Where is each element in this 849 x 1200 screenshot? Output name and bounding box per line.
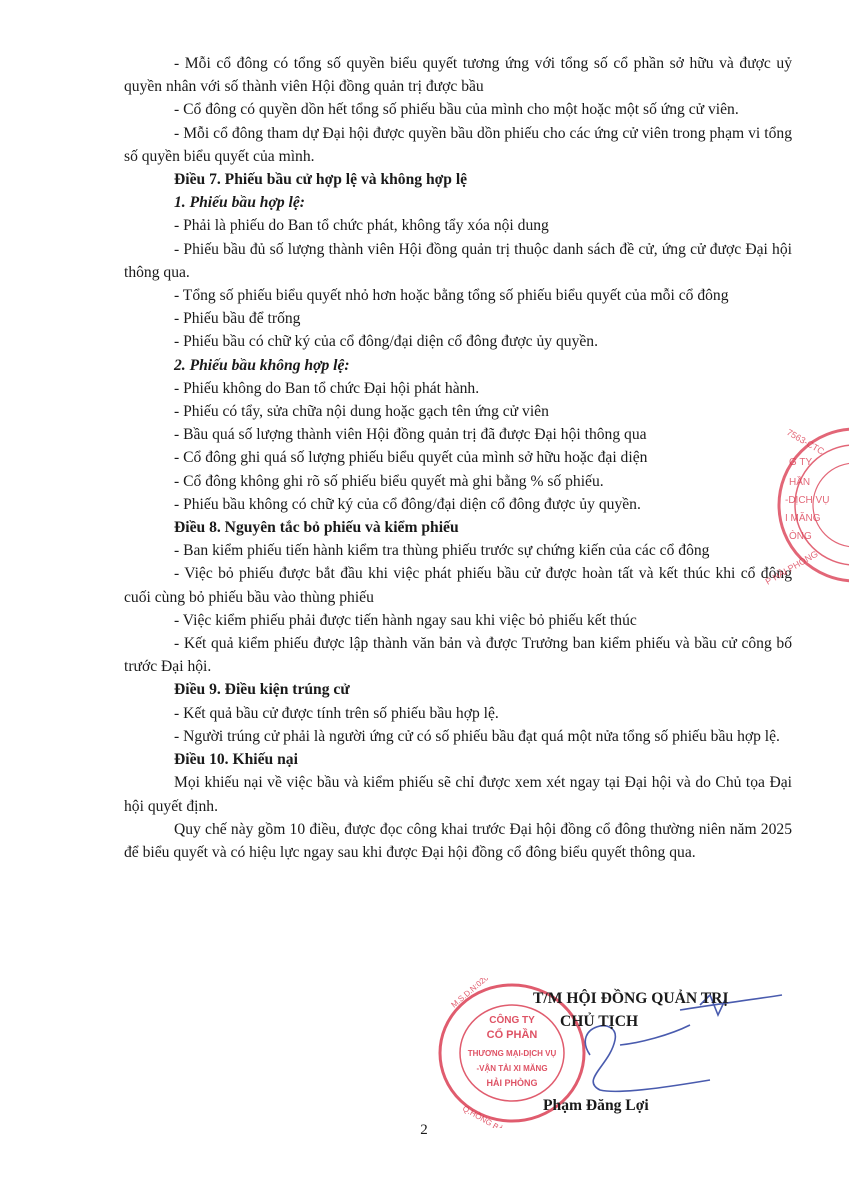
paragraph: - Mỗi cổ đông có tổng số quyền biểu quyết tương ứng với tổng số cổ phần sở hữu và được uỷ quyền nhân với số thành viên Hội đồng quản trị được bầu xyxy=(124,55,792,96)
list-item: - Cổ đông không ghi rõ số phiếu biểu quyết mà ghi bằng % số phiếu. xyxy=(174,472,604,490)
svg-text:-VẬN TẢI XI MĂNG: -VẬN TẢI XI MĂNG xyxy=(476,1064,548,1073)
list-item: - Phiếu bầu không có chữ ký của cổ đông/đại diện cổ đông được ủy quyền. xyxy=(174,495,641,513)
list-item: - Phiếu có tẩy, sửa chữa nội dung hoặc gạch tên ứng cử viên xyxy=(174,403,549,421)
svg-text:7563-CTC: 7563-CTC xyxy=(784,427,826,457)
signature-role: CHỦ TỊCH xyxy=(560,1013,639,1030)
svg-text:M.S.D.N:0200577563: M.S.D.N:0200577563 xyxy=(449,978,515,1010)
page-number: 2 xyxy=(420,1122,428,1138)
list-item: - Phiếu bầu đủ số lượng thành viên Hội đồng quản trị thuộc danh sách đề cử, ứng cử được Đại hội thông qua. xyxy=(124,240,792,281)
valid-ballots-title: 1. Phiếu bầu hợp lệ: xyxy=(174,194,305,212)
svg-text:HẢI PHÒNG: HẢI PHÒNG xyxy=(486,1078,538,1088)
list-item: - Tổng số phiếu biểu quyết nhỏ hơn hoặc bằng tổng số phiếu biểu quyết của mỗi cổ đông xyxy=(174,287,729,305)
svg-text:HẦN: HẦN xyxy=(789,477,811,488)
article-7-title: Điều 7. Phiếu bầu cử hợp lệ và không hợp lệ xyxy=(174,171,468,189)
list-item: - Phải là phiếu do Ban tổ chức phát, không tẩy xóa nội dung xyxy=(174,217,549,235)
list-item: - Ban kiểm phiếu tiến hành kiểm tra thùng phiếu trước sự chứng kiến của các cổ đông xyxy=(174,542,710,560)
list-item: - Kết quả kiểm phiếu được lập thành văn bản và được Trưởng ban kiểm phiếu và bầu cử công bố trước Đại hội. xyxy=(124,635,792,676)
svg-text:I MĂNG: I MĂNG xyxy=(785,513,821,524)
list-item: - Bầu quá số lượng thành viên Hội đồng quản trị đã được Đại hội thông qua xyxy=(174,426,647,444)
svg-text:THƯƠNG MẠI-DỊCH VỤ: THƯƠNG MẠI-DỊCH VỤ xyxy=(467,1049,557,1058)
paragraph: - Mỗi cổ đông tham dự Đại hội được quyền bầu dồn phiếu cho các ứng cử viên trong phạm vi tổng số quyền biểu quyết của mình. xyxy=(124,124,792,165)
article-9-title: Điều 9. Điều kiện trúng cử xyxy=(174,681,350,699)
svg-text:G TY: G TY xyxy=(789,457,813,468)
list-item: - Phiếu bầu có chữ ký của cổ đông/đại diện cổ đông được ủy quyền. xyxy=(174,333,598,351)
svg-text:Q.HỒNG BÀNG T.P: Q.HỒNG BÀNG T.P xyxy=(461,1103,527,1128)
signature-organization: T/M HỘI ĐỒNG QUẢN TRỊ xyxy=(533,990,729,1007)
list-item: - Việc kiểm phiếu phải được tiến hành ngay sau khi việc bỏ phiếu kết thúc xyxy=(174,611,637,629)
svg-text:CỔ PHẦN: CỔ PHẦN xyxy=(486,1029,538,1041)
partial-seal-icon xyxy=(745,425,849,590)
invalid-ballots-title: 2. Phiếu bầu không hợp lệ: xyxy=(174,356,350,374)
svg-text:P HẢI PHÒNG: P HẢI PHÒNG xyxy=(763,548,820,585)
list-item: - Người trúng cử phải là người ứng cử có số phiếu bầu đạt quá một nửa tổng số phiếu bầu hợp lệ. xyxy=(174,727,780,745)
article-8-title: Điều 8. Nguyên tắc bỏ phiếu và kiểm phiếu xyxy=(174,519,459,537)
list-item: - Phiếu bầu để trống xyxy=(174,310,301,328)
paragraph: - Cổ đông có quyền dồn hết tổng số phiếu bầu của mình cho một hoặc một số ứng cử viên. xyxy=(174,101,739,119)
signatory-name: Phạm Đăng Lợi xyxy=(543,1097,649,1114)
paragraph: Quy chế này gồm 10 điều, được đọc công khai trước Đại hội đồng cổ đông thường niên năm 2025 để biểu quyết và có hiệu lực ngay sau khi được Đại hội đồng cổ đông biểu quyết thông qua. xyxy=(124,820,792,861)
svg-text:CÔNG TY: CÔNG TY xyxy=(489,1015,535,1026)
svg-text:-DỊCH VỤ: -DỊCH VỤ xyxy=(785,495,830,506)
list-item: - Kết quả bầu cử được tính trên số phiếu bầu hợp lệ. xyxy=(174,704,499,722)
paragraph: Mọi khiếu nại về việc bầu và kiểm phiếu sẽ chỉ được xem xét ngay tại Đại hội và do Chủ tọa Đại hội quyết định. xyxy=(124,774,792,815)
svg-text:ÒNG: ÒNG xyxy=(789,531,812,542)
list-item: - Cổ đông ghi quá số lượng phiếu biểu quyết của mình sở hữu hoặc đại diện xyxy=(174,449,648,467)
list-item: - Việc bỏ phiếu được bắt đầu khi việc phát phiếu bầu cử được hoàn tất và kết thúc khi cổ đông cuối cùng bỏ phiếu bầu vào thùng phiếu xyxy=(124,565,792,606)
article-10-title: Điều 10. Khiếu nại xyxy=(174,751,298,769)
list-item: - Phiếu không do Ban tổ chức Đại hội phát hành. xyxy=(174,379,480,397)
document-body xyxy=(124,52,792,864)
